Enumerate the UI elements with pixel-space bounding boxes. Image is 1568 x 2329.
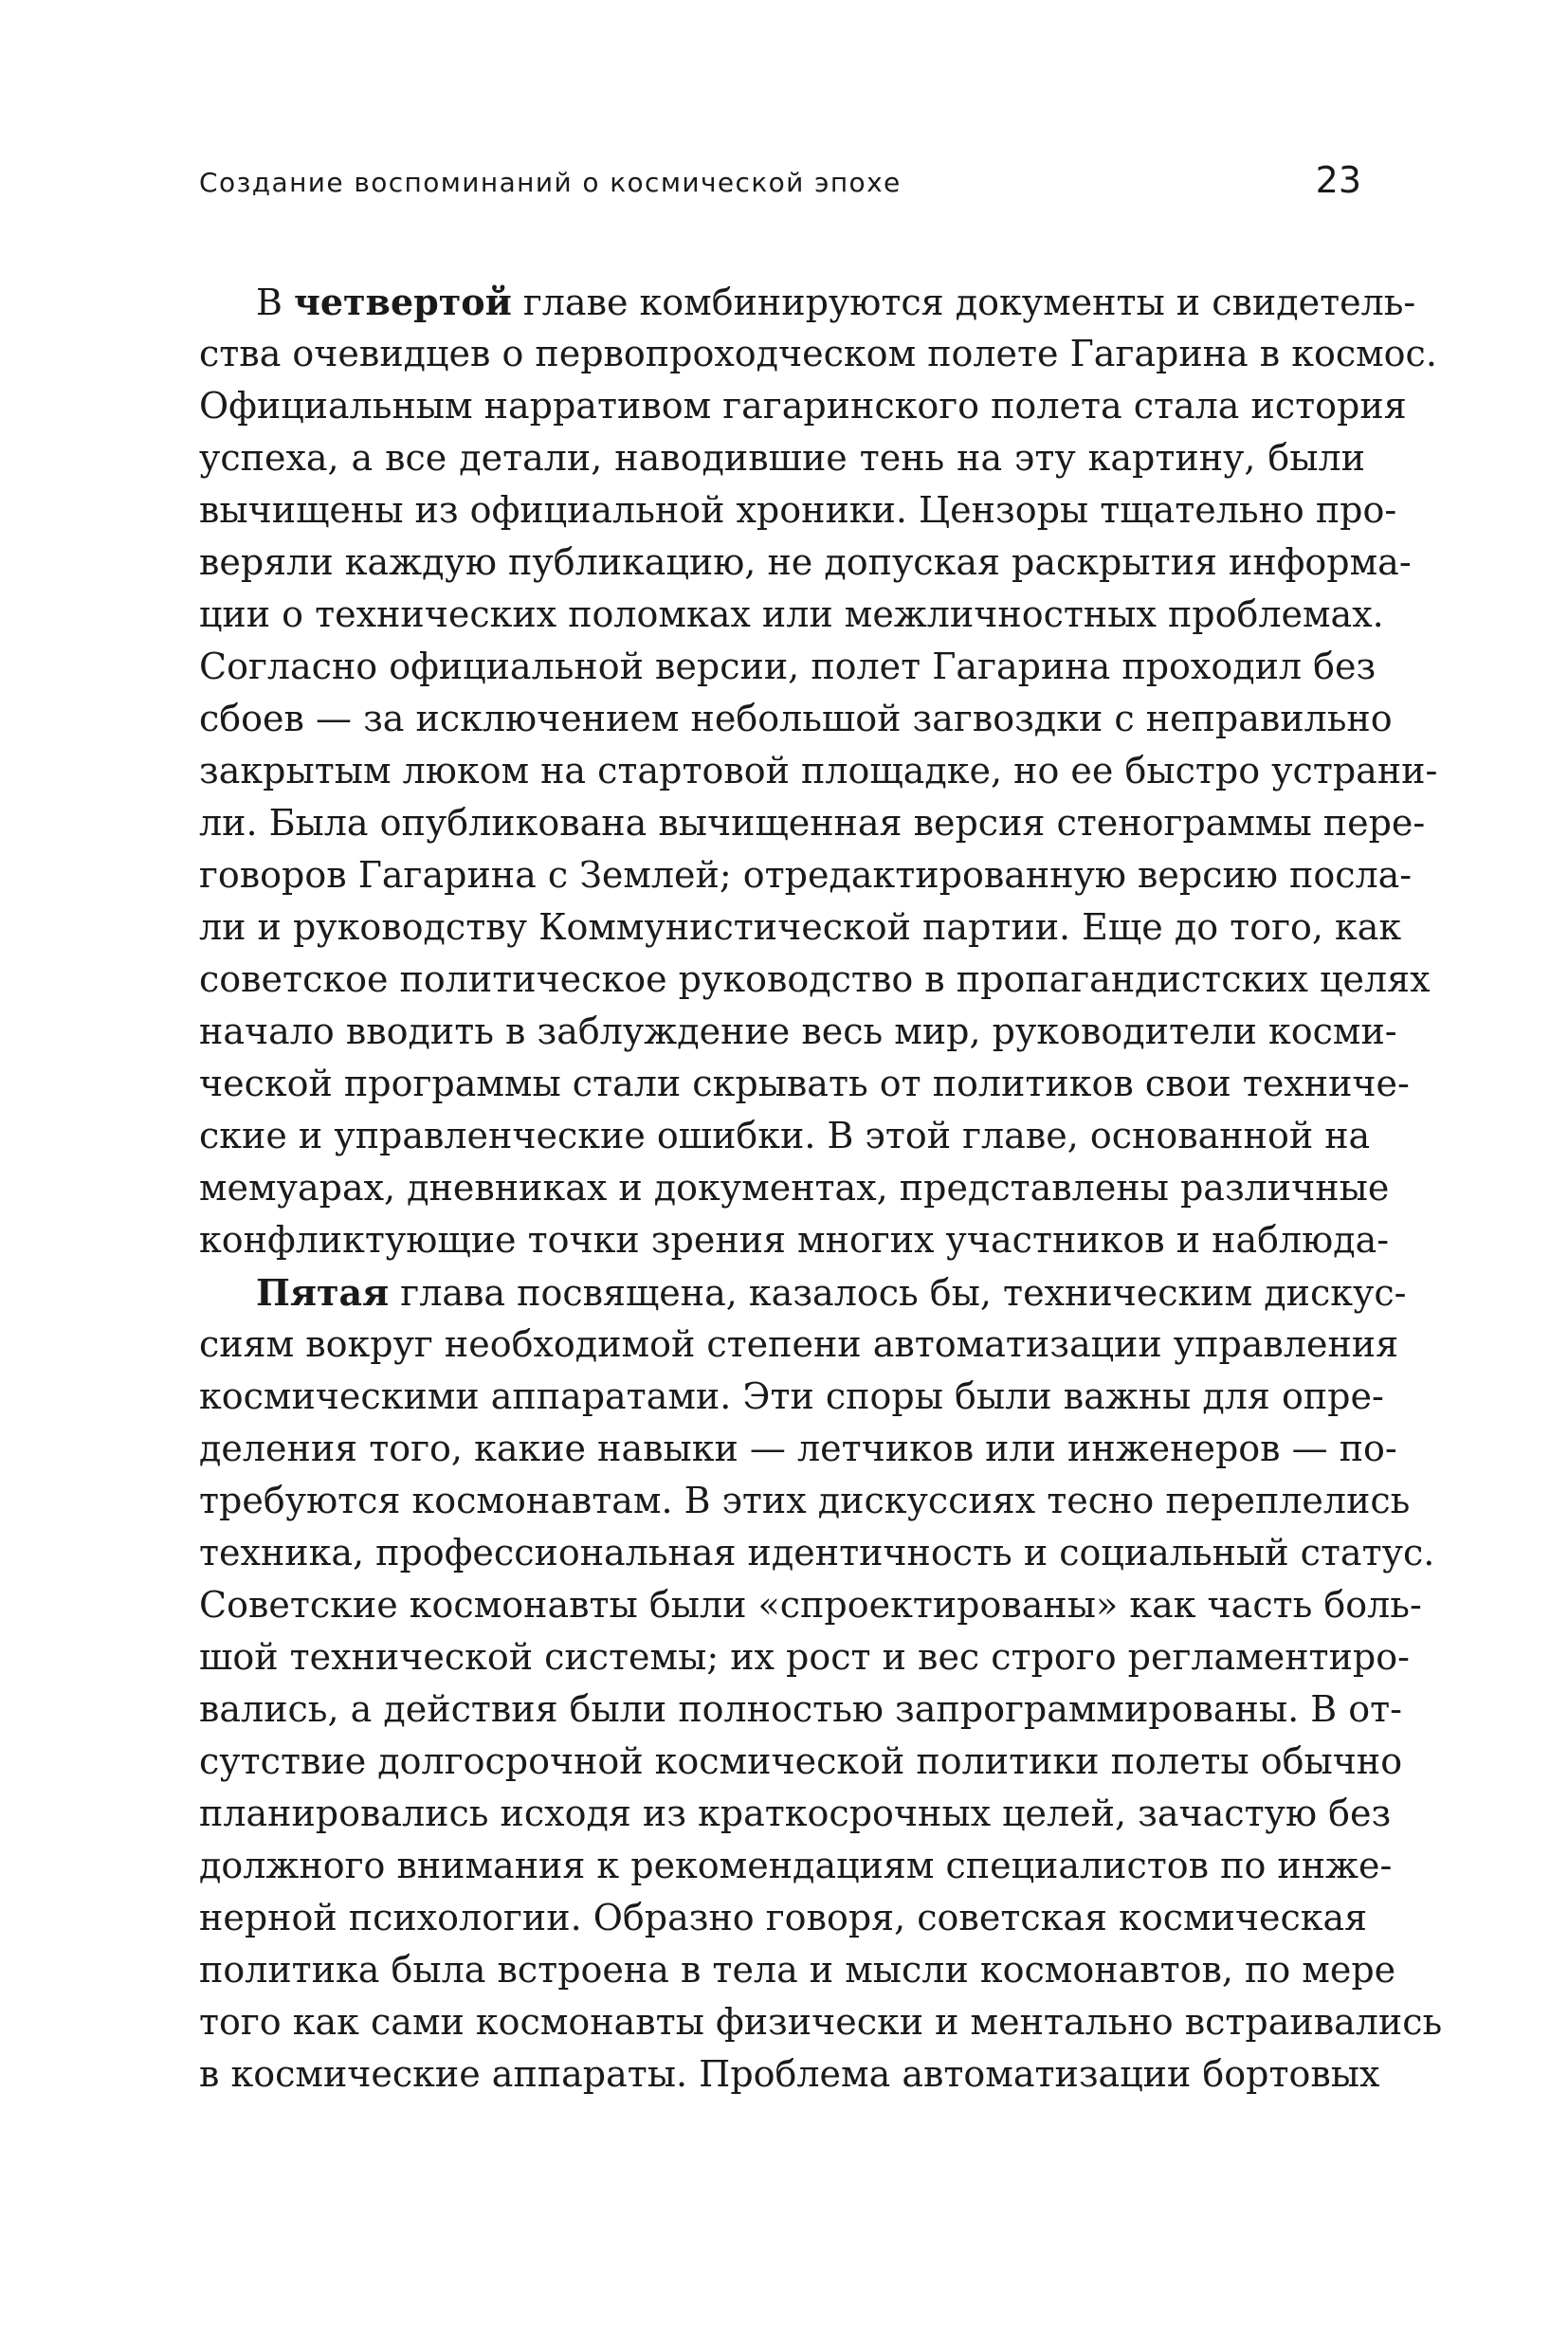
paragraph-1-line-1: В четвертой главе комбинируются документы и свидетель- — [256, 281, 1416, 323]
text-line: ли и руководству Коммунистической партии. Еще до того, как — [199, 906, 1402, 948]
chapter-four-emphasis: четвертой — [294, 281, 512, 323]
text-line: деления того, какие навыки — летчиков или инженеров — по- — [199, 1428, 1397, 1469]
text-line: космическими аппаратами. Эти споры были важны для опре- — [199, 1375, 1384, 1417]
text-line: ства очевидцев о первопроходческом полете Гагарина в космос. — [199, 333, 1437, 374]
text-line: вались, а действия были полностью запрограммированы. В от- — [199, 1688, 1403, 1730]
text-line: шой технической системы; их рост и вес строго регламентиро- — [199, 1636, 1410, 1678]
text-line: сутствие долгосрочной космической политики полеты обычно — [199, 1740, 1403, 1782]
text-line: нерной психологии. Образно говоря, советская космическая — [199, 1897, 1368, 1938]
text-line: техника, профессиональная идентичность и социальный статус. — [199, 1532, 1435, 1574]
text-line: планировались исходя из краткосрочных целей, зачастую без — [199, 1792, 1392, 1834]
text-line: говоров Гагарина с Землей; отредактированную версию посла- — [199, 854, 1413, 896]
text-line: Официальным нарративом гагаринского полета стала история — [199, 385, 1407, 427]
text-line: закрытым люком на стартовой площадке, но ее быстро устрани- — [199, 750, 1438, 791]
text-line: вычищены из официальной хроники. Цензоры тщательно про- — [199, 489, 1397, 531]
text-line: ские и управленческие ошибки. В этой главе, основанной на — [199, 1115, 1371, 1156]
text-line: ции о технических поломках или межличностных проблемах. — [199, 593, 1384, 635]
page-number: 23 — [1315, 159, 1361, 201]
text-line: начало вводить в заблуждение весь мир, руководители косми- — [199, 1010, 1397, 1052]
text-line: сиям вокруг необходимой степени автоматизации управления — [199, 1323, 1399, 1365]
text-line: мемуарах, дневниках и документах, представлены различные — [199, 1167, 1390, 1209]
text-line: советское политическое руководство в пропагандистских целях — [199, 958, 1431, 1000]
text-line: Советские космонавты были «спроектированы» как часть боль- — [199, 1584, 1422, 1626]
text-line: того как сами космонавты физически и ментально встраивались — [199, 2001, 1443, 2043]
text-line: ли. Была опубликована вычищенная версия стенограммы пере- — [199, 802, 1426, 844]
body-text — [199, 276, 1443, 2101]
text-line: должного внимания к рекомендациям специалистов по инже- — [199, 1845, 1393, 1886]
text-line: Согласно официальной версии, полет Гагарина проходил без — [199, 646, 1377, 687]
text-line: успеха, а все детали, наводившие тень на эту картину, были — [199, 437, 1365, 479]
text-line: веряли каждую публикацию, не допуская раскрытия информа- — [199, 541, 1412, 583]
text-line: конфликтующие точки зрения многих участников и наблюда- — [199, 1219, 1390, 1261]
text-line: требуются космонавтам. В этих дискуссиях тесно переплелись — [199, 1480, 1411, 1521]
chapter-five-emphasis: Пятая — [256, 1271, 390, 1314]
running-head: Создание воспоминаний о космической эпохе — [199, 167, 902, 198]
text-line: ческой программы стали скрывать от политиков свои техниче- — [199, 1063, 1410, 1104]
paragraph-2-line-1: Пятая глава посвящена, казалось бы, техническим дискус- — [256, 1271, 1407, 1314]
text-line: в космические аппараты. Проблема автоматизации бортовых — [199, 2053, 1380, 2095]
text-line: сбоев — за исключением небольшой загвоздки с неправильно — [199, 698, 1393, 739]
text-line: политика была встроена в тела и мысли космонавтов, по мере — [199, 1949, 1396, 1991]
